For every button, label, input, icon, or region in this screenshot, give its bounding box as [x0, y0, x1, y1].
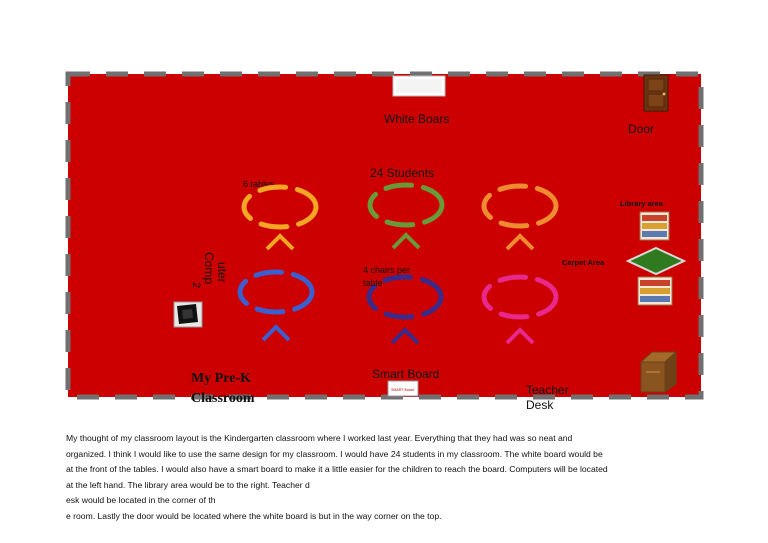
teacher-desk-label-line1: Teacher [526, 383, 569, 397]
classroom-title-line2: Classroom [191, 391, 255, 406]
bookshelf-icon-2 [638, 277, 672, 305]
students-label: 24 Students [370, 166, 435, 180]
tables-label: 6 tables [243, 179, 275, 189]
description-line: My thought of my classroom layout is the Kindergarten classroom where I worked last year. Everything that they had was so neat and [66, 433, 573, 443]
computer-label-line2: Comp [202, 252, 216, 285]
smartboard-label: Smart Board [372, 367, 440, 381]
bookshelf-icon [640, 212, 669, 240]
door-label: Door [628, 122, 655, 136]
smartboard-icon [388, 381, 418, 396]
computer-label-line1: 2 [190, 282, 202, 289]
computer-label-line3: uter [215, 262, 229, 283]
teacher-desk-label-line2: Desk [526, 398, 554, 412]
computer-icon [174, 302, 202, 327]
layout-description [66, 431, 726, 525]
chairs-label-line2: table [363, 278, 383, 288]
library-label: Library area [620, 199, 663, 208]
smartboard-logo: SMART Board [391, 388, 415, 392]
description-line: esk would be located in the corner of th [66, 495, 216, 506]
chairs-label-line1: 4 chairs per [363, 265, 411, 275]
door-icon [644, 75, 668, 111]
description-line: at the front of the tables. I would also have a smart board to make it a little easier for the children to reach the board. Computers will be located [66, 464, 608, 475]
whiteboard-label: White Boars [384, 112, 450, 126]
whiteboard [393, 76, 445, 96]
classroom-title-line1: My Pre-K [191, 371, 251, 386]
description-line: e room. Lastly the door would be located where the white board is but in the way corner on the top. [66, 510, 442, 521]
description-line: at the left hand. The library area would be to the right. Teacher d [66, 479, 310, 490]
carpet-label: Carpet Area [562, 258, 605, 267]
teacher-desk-icon [641, 352, 676, 392]
description-line: organized. I think I would like to use the same design for my classroom. I would have 24 students in my classroom. The white board would be [66, 448, 603, 459]
